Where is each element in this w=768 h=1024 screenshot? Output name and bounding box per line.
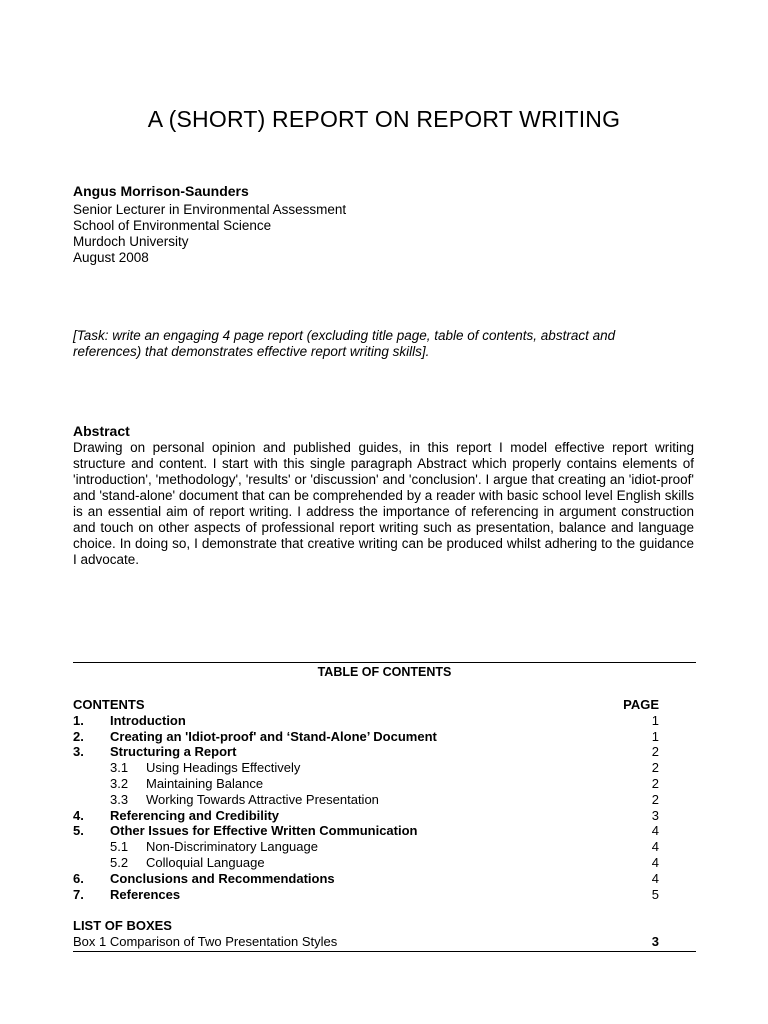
toc-bottom-rule (73, 951, 696, 952)
toc-entry-number: 7. (73, 886, 84, 902)
author-date: August 2008 (73, 250, 149, 265)
toc-entry-number: 3.1 (110, 760, 129, 776)
boxes-items (73, 934, 659, 950)
toc-entry (73, 887, 659, 903)
toc-title: TABLE OF CONTENTS (317, 665, 452, 679)
box-list-page: 3 (651, 934, 659, 949)
toc-entry (73, 744, 659, 760)
toc-entries (73, 713, 659, 903)
abstract-body: Drawing on personal opinion and published guides, in this report I model effective report writing structure and content. I start with this single paragraph Abstract which properly contains elements of 'introduction', 'methodology', 'results' or 'discussion' and 'conclusion'. I argue that creating an 'idiot-proof' and 'stand-alone' document that can be comprehended by a reader with basic school level English skills is an essential aim of report writing. I address the importance of referencing in argument construction and touch on other aspects of professional report writing such as presentation, balance and language choice. In doing so, I demonstrate that creative writing can be produced whilst adhering to the guidance I advocate. (73, 440, 694, 567)
toc-entry (73, 760, 659, 776)
toc-entry-page: 3 (651, 807, 659, 823)
box-list-label: Box 1 Comparison of Two Presentation Styles (73, 934, 338, 949)
list-of-boxes (73, 918, 659, 950)
toc-page-header: PAGE (623, 697, 659, 712)
toc-entry-number: 3. (73, 744, 84, 760)
box-list-item (73, 934, 659, 950)
toc-entry-label: Referencing and Credibility (110, 807, 280, 823)
toc-entry-number: 5.2 (110, 854, 129, 870)
toc-entry (73, 839, 659, 855)
toc-entry-number: 3.2 (110, 775, 129, 791)
toc-entry (73, 776, 659, 792)
toc-entry-number: 5. (73, 823, 84, 839)
toc-entry-page: 5 (651, 886, 659, 902)
toc-entry (73, 855, 659, 871)
task-statement: [Task: write an engaging 4 page report (excluding title page, table of contents, abstract and references) that demonstrates effective report writing skills]. (73, 328, 616, 359)
toc-contents-header: CONTENTS (73, 697, 145, 712)
toc-top-rule (73, 662, 696, 663)
toc-entry-page: 2 (651, 791, 659, 807)
toc-entry-page: 4 (651, 823, 659, 839)
toc-entry (73, 713, 659, 729)
toc-entry-page: 2 (651, 760, 659, 776)
toc-entry-number: 4. (73, 807, 84, 823)
toc-entry (73, 871, 659, 887)
toc-entry-number: 1. (73, 712, 84, 728)
toc-entry-number: 3.3 (110, 791, 129, 807)
abstract-heading: Abstract (73, 423, 130, 439)
toc-entry (73, 823, 659, 839)
toc-entry-label: Maintaining Balance (146, 775, 264, 791)
toc-entry (73, 729, 659, 745)
toc-entry-label: Creating an 'Idiot-proof' and ‘Stand-Alone’ Document (110, 728, 437, 744)
author-block (73, 183, 346, 266)
toc-entry-page: 2 (651, 744, 659, 760)
toc-entry-page: 1 (651, 728, 659, 744)
toc-entry (73, 792, 659, 808)
toc-header-row (73, 697, 659, 713)
author-name: Angus Morrison-Saunders (73, 183, 249, 199)
toc-entry-page: 4 (651, 854, 659, 870)
toc-entry-number: 5.1 (110, 839, 129, 855)
toc-entry-number: 2. (73, 728, 84, 744)
toc-entry-number: 6. (73, 870, 84, 886)
toc-entry-label: Structuring a Report (110, 744, 237, 760)
table-of-contents (73, 697, 659, 902)
toc-entry-label: Other Issues for Effective Written Communication (110, 823, 418, 839)
toc-entry-label: References (110, 886, 181, 902)
toc-entry-page: 4 (651, 839, 659, 855)
toc-entry-label: Introduction (110, 712, 186, 728)
toc-entry-label: Colloquial Language (146, 854, 265, 870)
toc-entry-label: Conclusions and Recommendations (110, 870, 335, 886)
toc-entry-page: 1 (651, 712, 659, 728)
toc-entry-label: Working Towards Attractive Presentation (146, 791, 379, 807)
toc-entry-page: 2 (651, 775, 659, 791)
toc-entry-label: Using Headings Effectively (146, 760, 301, 776)
boxes-heading: LIST OF BOXES (73, 918, 172, 933)
toc-entry-label: Non-Discriminatory Language (146, 839, 318, 855)
author-school: School of Environmental Science (73, 218, 272, 233)
toc-entry-page: 4 (651, 870, 659, 886)
report-title: A (SHORT) REPORT ON REPORT WRITING (147, 106, 621, 132)
author-university: Murdoch University (73, 234, 189, 249)
toc-entry (73, 808, 659, 824)
author-position: Senior Lecturer in Environmental Assessment (73, 202, 347, 217)
